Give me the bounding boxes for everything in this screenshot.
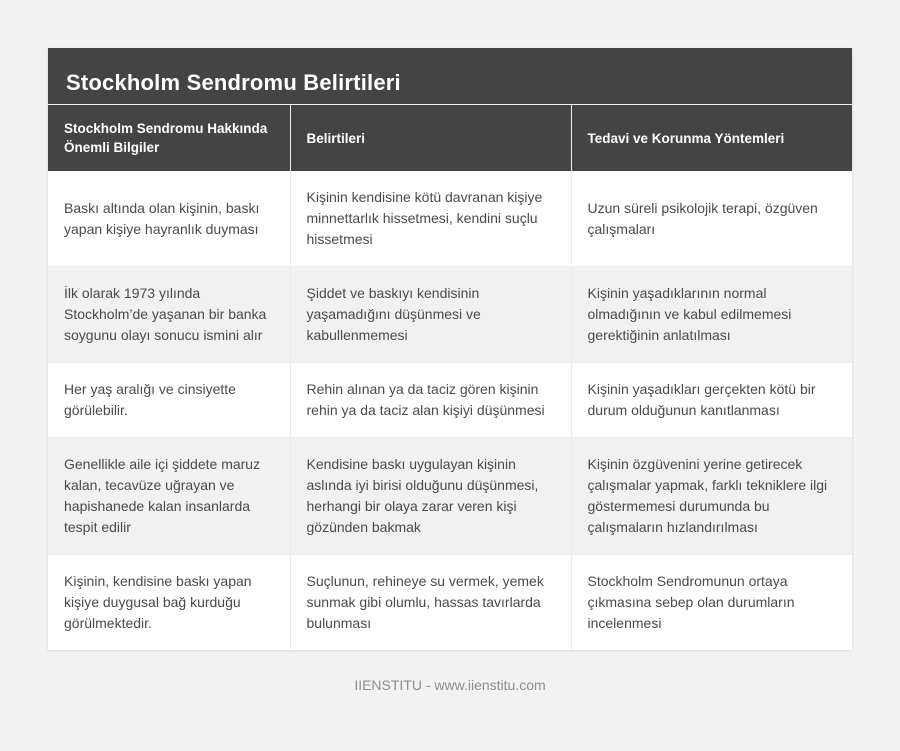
stockholm-syndrome-table bbox=[48, 105, 852, 650]
table-row bbox=[48, 363, 852, 438]
table-cell: Genellikle aile içi şiddete maruz kalan, tecavüze uğrayan ve hapishanede kalan insanlarda tespit edilir bbox=[48, 438, 290, 555]
table-cell: Uzun süreli psikolojik terapi, özgüven çalışmaları bbox=[571, 171, 852, 267]
table-row bbox=[48, 267, 852, 363]
table-row bbox=[48, 438, 852, 555]
table-cell: Şiddet ve baskıyı kendisinin yaşamadığını düşünmesi ve kabullenmemesi bbox=[290, 267, 571, 363]
column-header-symptoms: Belirtileri bbox=[290, 105, 571, 171]
column-header-important-info: Stockholm Sendromu Hakkında Önemli Bilgiler bbox=[48, 105, 290, 171]
table-row bbox=[48, 555, 852, 651]
table-cell: Stockholm Sendromunun ortaya çıkmasına sebep olan durumların incelenmesi bbox=[571, 555, 852, 651]
table-cell: Rehin alınan ya da taciz gören kişinin rehin ya da taciz alan kişiyi düşünmesi bbox=[290, 363, 571, 438]
table-row bbox=[48, 171, 852, 267]
table-head bbox=[48, 105, 852, 171]
table-cell: Kişinin özgüvenini yerine getirecek çalışmalar yapmak, farklı tekniklere ilgi göstermemesi durumunda bu çalışmaların hızlandırılması bbox=[571, 438, 852, 555]
table-cell: Kişinin kendisine kötü davranan kişiye minnettarlık hissetmesi, kendini suçlu hissetmesi bbox=[290, 171, 571, 267]
page-title: Stockholm Sendromu Belirtileri bbox=[48, 48, 852, 105]
table-header-row bbox=[48, 105, 852, 171]
column-header-treatment: Tedavi ve Korunma Yöntemleri bbox=[571, 105, 852, 171]
footer-attribution: IIENSTITU - www.iienstitu.com bbox=[354, 677, 546, 693]
table-cell: İlk olarak 1973 yılında Stockholm’de yaşanan bir banka soygunu olayı sonucu ismini alır bbox=[48, 267, 290, 363]
info-table-card bbox=[48, 48, 852, 650]
table-body bbox=[48, 171, 852, 650]
table-cell: Her yaş aralığı ve cinsiyette görülebilir. bbox=[48, 363, 290, 438]
table-cell: Kendisine baskı uygulayan kişinin aslında iyi birisi olduğunu düşünmesi, herhangi bir olaya zarar veren kişi gözünden bakmak bbox=[290, 438, 571, 555]
table-cell: Kişinin, kendisine baskı yapan kişiye duygusal bağ kurduğu görülmektedir. bbox=[48, 555, 290, 651]
table-cell: Kişinin yaşadıklarının normal olmadığının ve kabul edilmemesi gerektiğinin anlatılması bbox=[571, 267, 852, 363]
table-cell: Suçlunun, rehineye su vermek, yemek sunmak gibi olumlu, hassas tavırlarda bulunması bbox=[290, 555, 571, 651]
table-cell: Baskı altında olan kişinin, baskı yapan kişiye hayranlık duyması bbox=[48, 171, 290, 267]
table-cell: Kişinin yaşadıkları gerçekten kötü bir durum olduğunun kanıtlanması bbox=[571, 363, 852, 438]
